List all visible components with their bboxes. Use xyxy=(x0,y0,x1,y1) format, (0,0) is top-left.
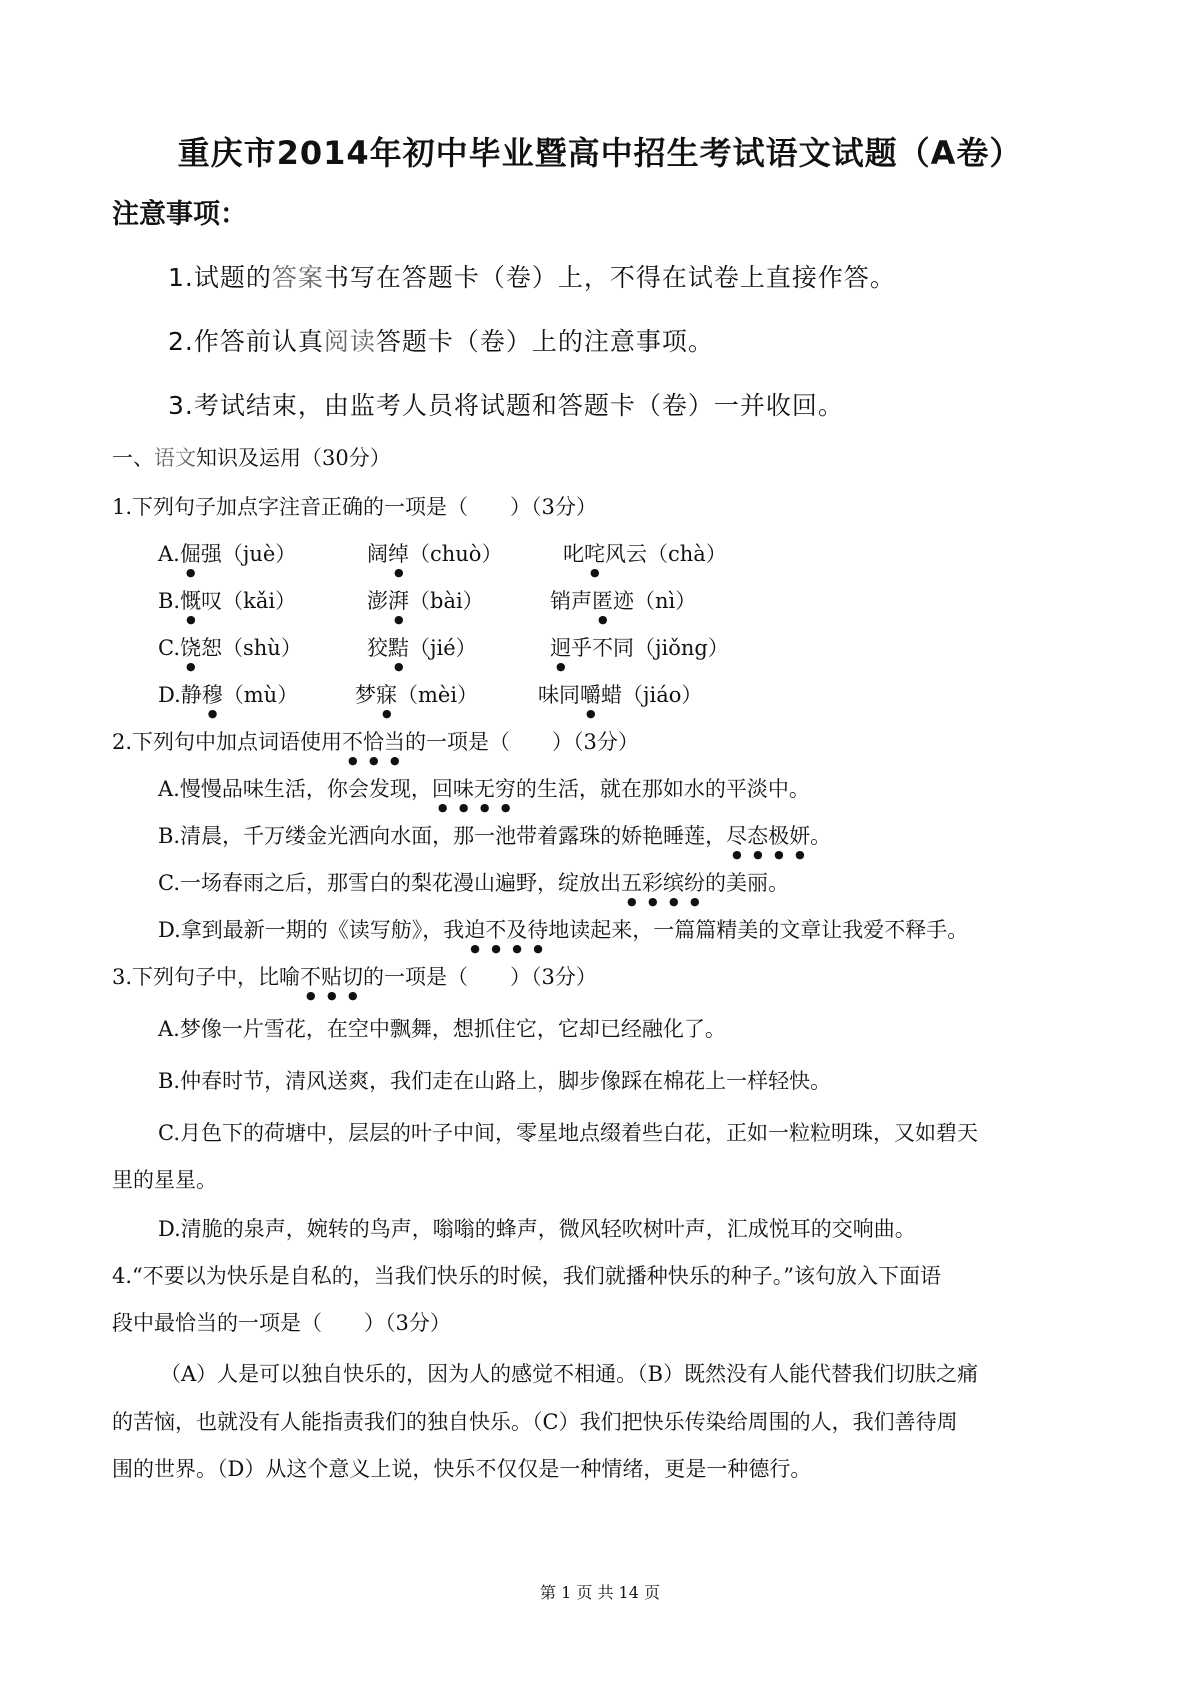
q3-option-a: A.梦像一片雪花，在空中飘舞，想抓住它，它却已经融化了。 xyxy=(158,1017,726,1041)
option-text: 叹（kǎi） xyxy=(201,589,297,613)
q3-option-b: B.仲春时节，清风送爽，我们走在山路上，脚步像踩在棉花上一样轻快。 xyxy=(158,1069,832,1093)
option-text: 迹（nì） xyxy=(613,589,697,613)
q2-option-a xyxy=(158,773,810,814)
option-text: 地读起来，一篇篇精美的文章让我爱不释手。 xyxy=(548,918,969,942)
dotted-char: 湃 xyxy=(388,589,409,613)
option-text: （mèi） xyxy=(397,683,479,707)
q1-option-d-word2 xyxy=(355,679,478,720)
q2-option-c xyxy=(158,867,789,908)
q1-option-c xyxy=(158,632,302,673)
option-text: （chuò） xyxy=(409,542,503,566)
option-label: B. xyxy=(158,589,181,613)
notice-item-2-part-a: 2.作答前认真 xyxy=(168,327,324,356)
q3-stem xyxy=(112,961,597,1002)
option-label: D. xyxy=(158,683,181,707)
q1-option-a-word3 xyxy=(563,538,727,579)
section-heading xyxy=(112,442,391,472)
q1-option-b xyxy=(158,585,296,626)
option-text: 阔 xyxy=(367,542,388,566)
dotted-char: 倔 xyxy=(179,542,201,566)
stem-text: 的一项是（ ）（3分） xyxy=(363,965,597,989)
option-text: D.拿到最新一期的《读写舫》，我 xyxy=(158,918,465,942)
option-text: 销声 xyxy=(550,589,592,613)
option-text: 静 xyxy=(180,683,202,707)
option-text: 叱 xyxy=(563,542,584,566)
notice-item-1-part-a: 1.试题的 xyxy=(168,263,272,292)
dotted-char: 嚼 xyxy=(580,683,601,707)
q1-option-c-word3 xyxy=(550,632,729,673)
q1-option-a xyxy=(158,538,296,579)
option-label: C. xyxy=(158,636,180,660)
section-subject: 语文 xyxy=(154,446,196,470)
notice-item-1 xyxy=(168,258,896,294)
q4-passage-line1: （A）人是可以独自快乐的，因为人的感觉不相通。（B）既然没有人能代替我们切肤之痛 xyxy=(160,1362,979,1386)
stem-text: 3.下列句子中，比喻 xyxy=(112,965,301,989)
option-text: 乎不同（jiǒng） xyxy=(571,636,729,660)
dotted-char: 寐 xyxy=(376,683,397,707)
q1-option-a-word2 xyxy=(367,538,502,579)
exam-title: 重庆市2014年初中毕业暨高中招生考试语文试题（A卷） xyxy=(177,134,1023,172)
q1-stem: 1.下列句子加点字注音正确的一项是（ ）（3分） xyxy=(112,495,597,519)
notice-item-3: 3.考试结束，由监考人员将试题和答题卡（卷）一并收回。 xyxy=(168,391,844,420)
option-text: 风云（chà） xyxy=(605,542,727,566)
dotted-phrase: 不恰当 xyxy=(342,730,406,754)
dotted-phrase: 回味无穷 xyxy=(431,777,516,801)
q4-passage-line2: 的苦恼，也就没有人能指责我们的独自快乐。（C）我们把快乐传染给周围的人，我们善待周 xyxy=(112,1410,958,1434)
option-text: 恕（shù） xyxy=(201,636,302,660)
option-text: A.慢慢品味生活，你会发现， xyxy=(158,777,432,801)
dotted-char: 匿 xyxy=(592,589,613,613)
dotted-char: 慨 xyxy=(180,589,202,613)
option-label: A. xyxy=(158,542,180,566)
notice-item-2-part-b: 阅读 xyxy=(323,327,376,356)
q4-stem-line1: 4.“不要以为快乐是自私的，当我们快乐的时候，我们就播种快乐的种子。”该句放入下面语 xyxy=(112,1264,942,1288)
option-text: 强（juè） xyxy=(200,542,297,566)
dotted-phrase: 迫不及待 xyxy=(464,918,549,942)
q4-stem-line2: 段中最恰当的一项是（ ）（3分） xyxy=(112,1311,451,1335)
option-text: （bài） xyxy=(409,589,484,613)
stem-text: 的一项是（ ）（3分） xyxy=(405,730,639,754)
section-title: 知识及运用（30分） xyxy=(196,446,391,470)
dotted-phrase: 五彩缤纷 xyxy=(621,871,705,895)
option-text: 梦 xyxy=(355,683,376,707)
q2-option-d xyxy=(158,914,968,955)
notice-item-2-part-c: 答题卡（卷）上的注意事项。 xyxy=(375,327,714,356)
dotted-phrase: 尽态极妍 xyxy=(726,824,811,848)
option-text: 味同 xyxy=(538,683,580,707)
option-text: 的生活，就在那如水的平淡中。 xyxy=(515,777,810,801)
option-text: 澎 xyxy=(367,589,388,613)
stem-text: 2.下列句中加点词语使用 xyxy=(112,730,343,754)
option-text: B.清晨，千万缕金光洒向水面，那一池带着露珠的娇艳睡莲， xyxy=(158,824,727,848)
dotted-char: 穆 xyxy=(201,683,223,707)
q3-option-c-line1: C.月色下的荷塘中，层层的叶子中间，零星地点缀着些白花，正如一粒粒明珠，又如碧天 xyxy=(158,1121,978,1145)
q3-option-d: D.清脆的泉声，婉转的鸟声，嗡嗡的蜂声，微风轻吹树叶声，汇成悦耳的交响曲。 xyxy=(158,1217,916,1241)
dotted-char: 饶 xyxy=(180,636,201,660)
page-footer: 第 1 页 共 14 页 xyxy=(540,1583,660,1602)
option-text: 蜡（jiáo） xyxy=(601,683,703,707)
option-text: 。 xyxy=(810,824,832,848)
notice-item-1-part-c: 书写在答题卡（卷）上，不得在试卷上直接作答。 xyxy=(323,263,896,292)
dotted-char: 绰 xyxy=(388,542,409,566)
q4-passage-line3: 围的世界。（D）从这个意义上说，快乐不仅仅是一种情绪，更是一种德行。 xyxy=(112,1457,812,1481)
q1-option-b-word3 xyxy=(550,585,696,626)
notice-item-2 xyxy=(168,322,714,358)
q1-option-d-word3 xyxy=(538,679,702,720)
q1-option-d xyxy=(158,679,298,720)
notice-heading: 注意事项： xyxy=(112,199,247,230)
dotted-char: 黠 xyxy=(388,636,409,660)
option-text: C.一场春雨之后，那雪白的梨花漫山遍野，绽放出 xyxy=(158,871,621,895)
option-text: （mù） xyxy=(222,683,299,707)
q2-stem xyxy=(112,726,639,767)
option-text: （jié） xyxy=(409,636,477,660)
notice-item-1-part-b: 答案 xyxy=(271,263,324,292)
section-number: 一、 xyxy=(112,446,154,470)
q1-option-b-word2 xyxy=(367,585,484,626)
dotted-char: 迥 xyxy=(550,636,571,660)
q2-option-b xyxy=(158,820,831,861)
q3-option-c-line2: 里的星星。 xyxy=(112,1168,217,1192)
option-text: 的美丽。 xyxy=(705,871,789,895)
q1-option-c-word2 xyxy=(367,632,477,673)
dotted-char: 咤 xyxy=(584,542,605,566)
option-text: 狡 xyxy=(367,636,388,660)
dotted-phrase: 不贴切 xyxy=(300,965,364,989)
